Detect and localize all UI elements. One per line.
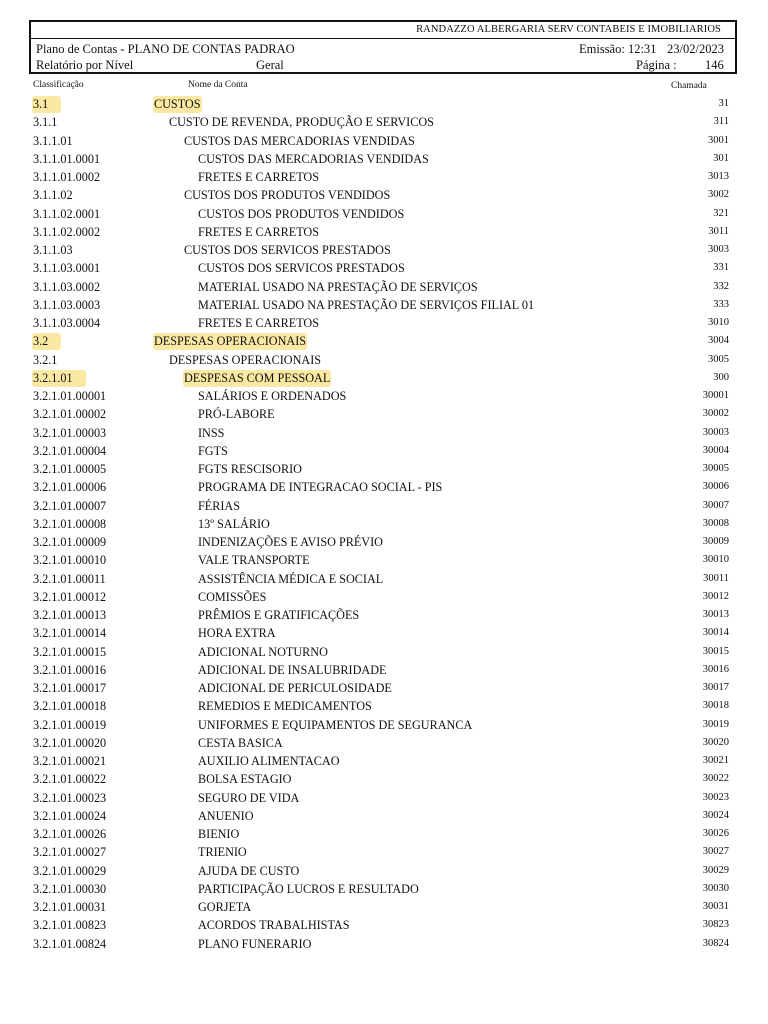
report-type: Relatório por Nível [36, 58, 134, 72]
account-chamada: 311 [713, 116, 729, 128]
account-classification: 3.2.1.01.00020 [33, 735, 107, 750]
account-name: CESTA BASICA [198, 735, 283, 750]
account-name: AJUDA DE CUSTO [198, 863, 300, 878]
account-classification: 3.2.1.01.00021 [33, 754, 107, 768]
table-row [0, 333, 768, 351]
account-chamada: 301 [713, 152, 729, 164]
account-classification: 3.1.1.03.0004 [33, 316, 101, 330]
account-classification: 3.2.1.01.00015 [33, 644, 107, 659]
table-row [0, 844, 768, 862]
account-chamada: 30001 [702, 390, 729, 401]
table-row [0, 753, 768, 771]
table-row [0, 406, 768, 424]
account-name: FRETES E CARRETOS [198, 316, 319, 330]
account-name: FRETES E CARRETOS [198, 170, 319, 184]
account-classification: 3.2.1.01.00030 [33, 881, 107, 896]
account-name: PRÊMIOS E GRATIFICAÇÕES [198, 608, 360, 622]
header-divider [31, 38, 735, 39]
account-name: ANUENIO [198, 808, 254, 823]
table-row [0, 206, 768, 224]
table-row [0, 571, 768, 589]
account-classification: 3.1.1.02.0001 [33, 206, 101, 221]
account-name: CUSTOS DOS PRODUTOS VENDIDOS [184, 188, 391, 203]
table-row [0, 607, 768, 625]
account-chamada: 30003 [702, 426, 729, 438]
table-row [0, 388, 768, 406]
account-classification: 3.2.1.01.00029 [33, 863, 107, 878]
account-name: INSS [198, 425, 225, 440]
table-row [0, 461, 768, 479]
account-name: AUXILIO ALIMENTACAO [198, 754, 340, 768]
table-row [0, 917, 768, 935]
account-chamada: 30021 [702, 755, 729, 766]
account-chamada: 30006 [702, 481, 729, 493]
account-chamada: 30026 [702, 828, 729, 839]
account-name: TRIENIO [198, 845, 247, 860]
accounts-table [0, 96, 768, 954]
account-name: BIENIO [198, 827, 240, 841]
account-name: MATERIAL USADO NA PRESTAÇÃO DE SERVIÇOS FILIAL 01 [198, 297, 535, 312]
account-chamada: 30008 [702, 517, 729, 529]
account-name: GORJETA [198, 900, 252, 914]
company-name: RANDAZZO ALBERGARIA SERV CONTABEIS E IMOBILIARIOS [416, 24, 721, 35]
account-chamada: 3005 [708, 353, 729, 365]
table-row [0, 114, 768, 132]
report-header [29, 20, 737, 74]
table-row [0, 735, 768, 753]
account-classification: 3.1.1.01 [33, 133, 73, 148]
account-chamada: 331 [713, 262, 729, 274]
account-classification: 3.2.1.01.00024 [33, 808, 107, 823]
account-classification: 3.2.1.01.00022 [33, 772, 107, 787]
table-row [0, 96, 768, 114]
page-label: Página : [636, 58, 677, 72]
table-row [0, 279, 768, 297]
account-chamada: 30027 [702, 846, 729, 858]
account-chamada: 321 [713, 207, 729, 219]
account-classification: 3.1.1.02.0002 [33, 224, 101, 239]
account-chamada: 3002 [708, 189, 729, 201]
account-classification: 3.2.1.01.00009 [33, 535, 107, 549]
table-row [0, 352, 768, 370]
table-row [0, 169, 768, 187]
account-name: ACORDOS TRABALHISTAS [198, 918, 350, 933]
account-name: INDENIZAÇÕES E AVISO PRÉVIO [198, 535, 383, 549]
account-classification: 3.1.1 [33, 115, 58, 130]
column-header-classificacao: Classificação [33, 80, 84, 90]
account-classification: 3.1.1.01.0001 [33, 151, 101, 166]
account-name: ADICIONAL DE INSALUBRIDADE [198, 662, 387, 677]
account-name: FGTS RESCISORIO [198, 462, 302, 476]
table-row [0, 151, 768, 169]
account-name: FGTS [198, 443, 228, 458]
table-row [0, 771, 768, 789]
account-name: FÉRIAS [198, 498, 240, 513]
account-name: VALE TRANSPORTE [198, 553, 310, 568]
account-classification: 3.2.1.01.00017 [33, 681, 107, 695]
emission-date: 23/02/2023 [667, 42, 724, 56]
account-chamada: 30022 [702, 773, 729, 785]
account-classification: 3.2.1.01.00018 [33, 699, 107, 714]
account-classification: 3.2.1.01.00008 [33, 516, 107, 531]
account-classification: 3.2.1.01.00011 [33, 571, 106, 586]
account-chamada: 30019 [702, 718, 729, 730]
table-row [0, 370, 768, 388]
account-chamada: 30004 [702, 444, 729, 456]
account-name: CUSTOS [154, 97, 201, 111]
column-header-chamada: Chamada [671, 81, 707, 91]
emission-time: Emissão: 12:31 [579, 42, 657, 56]
account-chamada: 3003 [708, 244, 729, 255]
table-row [0, 260, 768, 278]
account-classification: 3.2.1.01.00012 [33, 589, 107, 604]
account-classification: 3.2.1.01.00823 [33, 918, 107, 933]
account-classification: 3.1.1.02 [33, 188, 73, 203]
account-name: CUSTOS DAS MERCADORIAS VENDIDAS [198, 151, 429, 166]
report-title: Plano de Contas - PLANO DE CONTAS PADRAO [36, 42, 295, 56]
account-chamada: 3010 [708, 317, 729, 328]
account-classification: 3.2.1.01 [33, 371, 85, 386]
table-row [0, 297, 768, 315]
account-name: 13º SALÁRIO [198, 516, 270, 531]
table-row [0, 717, 768, 735]
account-classification: 3.2.1.01.00003 [33, 425, 107, 440]
account-chamada: 31 [718, 98, 729, 109]
table-row [0, 936, 768, 954]
account-chamada: 30024 [702, 809, 729, 821]
account-classification: 3.2.1.01.00005 [33, 462, 107, 476]
account-name: MATERIAL USADO NA PRESTAÇÃO DE SERVIÇOS [198, 279, 478, 294]
account-chamada: 30010 [702, 554, 729, 566]
account-classification: 3.2.1.01.00824 [33, 936, 107, 951]
table-row [0, 899, 768, 917]
account-chamada: 30030 [702, 882, 729, 894]
account-name: CUSTO DE REVENDA, PRODUÇÃO E SERVICOS [169, 115, 434, 130]
table-row [0, 589, 768, 607]
account-name: SALÁRIOS E ORDENADOS [198, 389, 347, 403]
account-name: FRETES E CARRETOS [198, 224, 319, 239]
column-header-nome: Nome da Conta [188, 80, 248, 90]
account-name: CUSTOS DOS SERVICOS PRESTADOS [184, 243, 391, 257]
account-chamada: 30017 [702, 682, 729, 693]
account-chamada: 332 [713, 280, 729, 292]
account-chamada: 3011 [708, 225, 729, 237]
page-number: 146 [705, 58, 724, 72]
account-chamada: 300 [713, 371, 729, 383]
account-classification: 3.1.1.01.0002 [33, 170, 101, 184]
account-chamada: 30824 [702, 937, 729, 949]
account-chamada: 30031 [702, 901, 729, 912]
table-row [0, 680, 768, 698]
table-row [0, 315, 768, 333]
table-row [0, 808, 768, 826]
account-chamada: 30018 [702, 700, 729, 712]
account-chamada: 3013 [708, 171, 729, 182]
account-chamada: 30005 [702, 463, 729, 474]
table-row [0, 425, 768, 443]
account-name: DESPESAS OPERACIONAIS [154, 334, 307, 349]
table-row [0, 826, 768, 844]
account-chamada: 30009 [702, 536, 729, 547]
table-row [0, 516, 768, 534]
account-name: CUSTOS DAS MERCADORIAS VENDIDAS [184, 133, 415, 148]
account-classification: 3.1 [33, 97, 60, 112]
account-classification: 3.2.1 [33, 352, 58, 367]
account-classification: 3.2.1.01.00026 [33, 827, 107, 841]
account-classification: 3.2.1.01.00027 [33, 845, 107, 860]
account-classification: 3.2.1.01.00014 [33, 626, 107, 641]
account-classification: 3.2.1.01.00019 [33, 717, 107, 732]
account-classification: 3.2.1.01.00004 [33, 443, 107, 458]
account-classification: 3.1.1.03.0003 [33, 297, 101, 312]
account-classification: 3.2.1.01.00013 [33, 608, 107, 622]
table-row [0, 881, 768, 899]
account-chamada: 30002 [702, 408, 729, 420]
account-name: DESPESAS COM PESSOAL [184, 370, 331, 385]
account-name: PRÓ-LABORE [198, 407, 275, 422]
table-row [0, 187, 768, 205]
account-chamada: 3001 [708, 134, 729, 146]
table-row [0, 552, 768, 570]
account-name: ADICIONAL NOTURNO [198, 644, 328, 659]
account-chamada: 3004 [708, 335, 729, 347]
account-chamada: 30012 [702, 590, 729, 602]
account-chamada: 30023 [702, 791, 729, 803]
account-name: UNIFORMES E EQUIPAMENTOS DE SEGURANCA [198, 717, 473, 732]
account-chamada: 30007 [702, 499, 729, 511]
table-row [0, 534, 768, 552]
account-chamada: 30020 [702, 736, 729, 748]
account-classification: 3.2.1.01.00007 [33, 498, 107, 513]
table-row [0, 224, 768, 242]
account-chamada: 30013 [702, 609, 729, 620]
table-row [0, 498, 768, 516]
account-classification: 3.2.1.01.00002 [33, 407, 107, 422]
table-row [0, 242, 768, 260]
report-scope: Geral [256, 58, 284, 72]
account-name: PLANO FUNERARIO [198, 936, 312, 951]
table-row [0, 443, 768, 461]
account-name: COMISSÕES [198, 589, 267, 604]
account-name: PROGRAMA DE INTEGRACAO SOCIAL - PIS [198, 480, 443, 495]
account-chamada: 30011 [703, 572, 729, 584]
account-name: HORA EXTRA [198, 626, 276, 641]
account-chamada: 30016 [702, 663, 729, 675]
account-chamada: 30014 [702, 627, 729, 639]
account-classification: 3.2.1.01.00023 [33, 790, 107, 805]
table-row [0, 790, 768, 808]
account-chamada: 30015 [702, 645, 729, 657]
table-row [0, 863, 768, 881]
account-chamada: 30029 [702, 864, 729, 876]
account-name: ASSISTÊNCIA MÉDICA E SOCIAL [198, 571, 384, 586]
table-row [0, 625, 768, 643]
account-classification: 3.2.1.01.00010 [33, 553, 107, 568]
table-row [0, 662, 768, 680]
account-name: REMEDIOS E MEDICAMENTOS [198, 699, 372, 714]
account-classification: 3.1.1.03 [33, 243, 73, 257]
table-row [0, 698, 768, 716]
account-name: BOLSA ESTAGIO [198, 772, 292, 787]
account-classification: 3.2.1.01.00031 [33, 900, 107, 914]
account-name: ADICIONAL DE PERICULOSIDADE [198, 681, 392, 695]
account-classification: 3.2 [33, 334, 60, 349]
account-classification: 3.1.1.03.0001 [33, 261, 101, 276]
table-row [0, 133, 768, 151]
account-chamada: 30823 [702, 919, 729, 931]
account-classification: 3.1.1.03.0002 [33, 279, 101, 294]
account-name: PARTICIPAÇÃO LUCROS E RESULTADO [198, 881, 419, 896]
account-name: CUSTOS DOS PRODUTOS VENDIDOS [198, 206, 405, 221]
table-row [0, 644, 768, 662]
account-name: DESPESAS OPERACIONAIS [169, 352, 322, 367]
account-name: SEGURO DE VIDA [198, 790, 300, 805]
account-chamada: 333 [713, 298, 729, 310]
account-classification: 3.2.1.01.00016 [33, 662, 107, 677]
account-classification: 3.2.1.01.00001 [33, 389, 107, 403]
account-name: CUSTOS DOS SERVICOS PRESTADOS [198, 261, 405, 276]
account-classification: 3.2.1.01.00006 [33, 480, 107, 495]
table-row [0, 479, 768, 497]
